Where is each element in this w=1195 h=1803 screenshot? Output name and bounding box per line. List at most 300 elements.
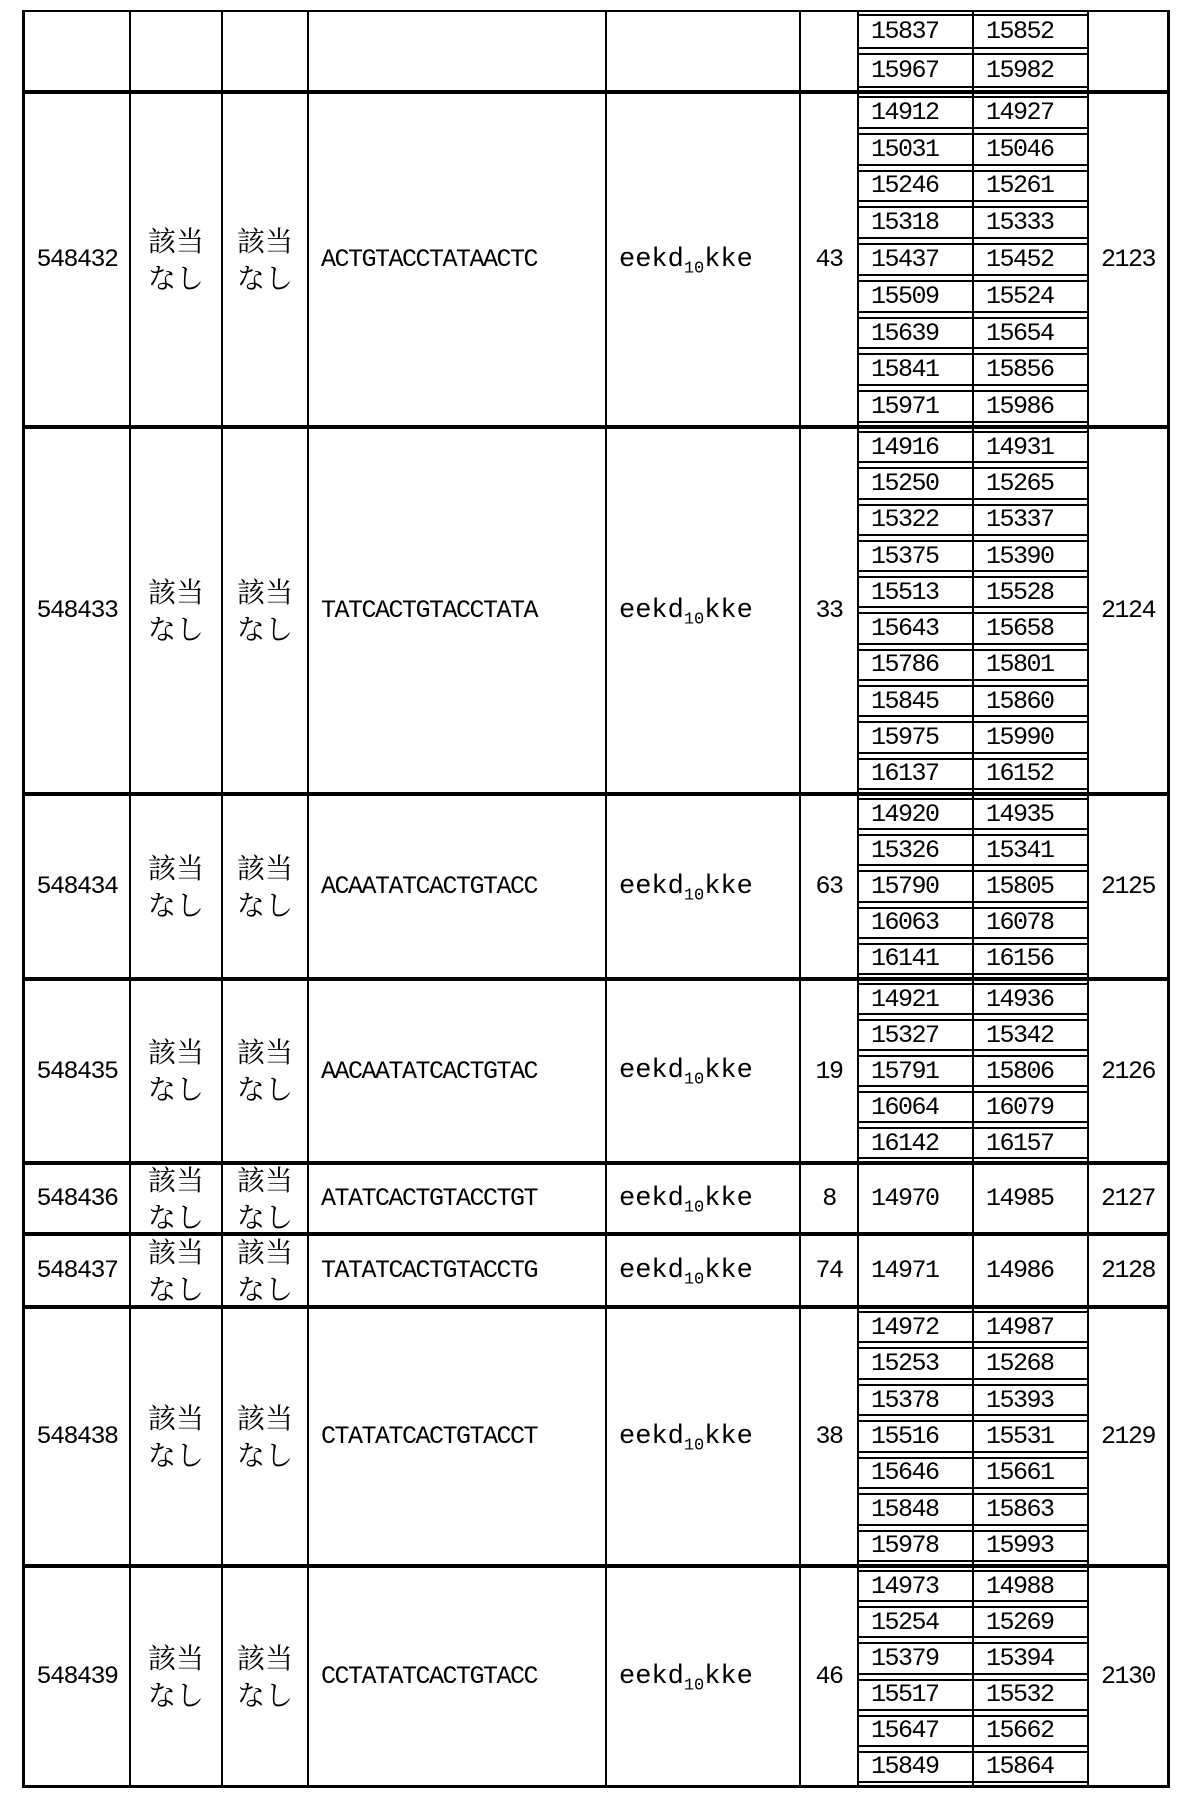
position-end-cell: [974, 98, 1087, 127]
position-end-cell: [974, 1129, 1087, 1157]
seq-ref-cell: [1089, 1568, 1167, 1785]
position-start-text: 15786: [871, 650, 939, 680]
row-id-cell: [25, 429, 131, 792]
position-end-text: 14935: [986, 800, 1054, 829]
position-end-cell: [974, 319, 1087, 348]
position-start-cell: [859, 760, 974, 788]
position-start-text: 15437: [871, 245, 939, 274]
count-text: 63: [815, 872, 843, 901]
sequence-text: TATCACTGTACCTATA: [321, 596, 538, 625]
position-end-text: 14986: [986, 1256, 1054, 1285]
position-end-cell: [974, 16, 1087, 47]
peptide-cell: [607, 1165, 801, 1232]
not-applicable-text: 該当なし: [236, 1036, 293, 1106]
count-cell: [801, 981, 859, 1161]
position-start-cell: [859, 433, 974, 461]
positions-cell: [859, 94, 1089, 425]
seq-ref-cell: [1089, 1236, 1167, 1305]
position-start-text: 15318: [871, 208, 939, 238]
sequence-cell: [309, 12, 607, 90]
position-start-cell: [859, 1717, 974, 1745]
not-applicable-cell-1: [131, 12, 223, 90]
position-end-text: 15333: [986, 208, 1054, 238]
position-start-cell: [859, 55, 974, 86]
position-start-cell: [859, 469, 974, 497]
column-divider-line: [972, 1165, 974, 1232]
position-start-cell: [859, 985, 974, 1013]
position-end-cell: [974, 1532, 1087, 1560]
positions-cell: [859, 12, 1089, 90]
not-applicable-cell-2: [223, 1568, 309, 1785]
not-applicable-text: 該当なし: [147, 1641, 204, 1712]
sequence-table: [22, 10, 1170, 1788]
table-row: [25, 1232, 1167, 1305]
count-text: 8: [822, 1184, 836, 1213]
peptide-cell: [607, 12, 801, 90]
position-start-text: 15849: [871, 1752, 939, 1782]
seq-ref-cell: [1089, 796, 1167, 977]
position-end-text: 15341: [986, 836, 1054, 865]
count-cell: [801, 12, 859, 90]
position-end-text: 15801: [986, 650, 1054, 680]
count-text: 19: [815, 1056, 843, 1086]
position-end-text: 16152: [986, 759, 1054, 788]
peptide-text: [619, 244, 753, 278]
position-end-text: 14987: [986, 1313, 1054, 1342]
position-end-cell: [974, 506, 1087, 534]
sequence-text: CTATATCACTGTACCT: [321, 1422, 538, 1451]
row-id-cell: [25, 12, 131, 90]
position-start-cell: [859, 1422, 974, 1450]
sequence-cell: [309, 1236, 607, 1305]
sequence-text: ATATCACTGTACCTGT: [321, 1184, 538, 1213]
column-divider-line: [972, 1309, 974, 1564]
sequence-text: AACAATATCACTGTAC: [321, 1056, 538, 1086]
table-row-continuation: [25, 12, 1167, 90]
row-id-text: 548435: [36, 1056, 118, 1086]
position-end-cell: [974, 1093, 1087, 1121]
table-row: [25, 1161, 1167, 1232]
position-end-cell: [974, 282, 1087, 311]
seq-ref-text: 2127: [1100, 1184, 1155, 1213]
position-start-text: 16142: [871, 1129, 939, 1157]
column-divider-line: [972, 12, 974, 90]
position-end-cell: [974, 542, 1087, 570]
column-divider-line: [972, 981, 974, 1161]
position-start-cell: [859, 245, 974, 274]
sequence-cell: [309, 429, 607, 792]
peptide-main: eekd: [619, 1056, 684, 1086]
position-end-cell: [974, 1572, 1087, 1600]
position-start-text: 14971: [871, 1256, 939, 1285]
peptide-text: [619, 595, 753, 629]
position-end-cell: [974, 1236, 1087, 1305]
position-end-cell: [974, 1057, 1087, 1085]
seq-ref-text: 2123: [1100, 245, 1155, 274]
row-id-text: 548437: [36, 1256, 118, 1285]
table-row: [25, 425, 1167, 792]
not-applicable-text: 該当なし: [236, 224, 293, 295]
seq-ref-text: 2128: [1100, 1256, 1155, 1285]
position-start-text: 15845: [871, 687, 939, 716]
position-end-text: 15658: [986, 614, 1054, 643]
position-end-text: 14988: [986, 1572, 1054, 1601]
sequence-cell: [309, 796, 607, 977]
position-start-cell: [859, 1644, 974, 1672]
position-start-cell: [859, 1386, 974, 1414]
peptide-text: [619, 1056, 753, 1090]
peptide-cell: [607, 94, 801, 425]
sequence-cell: [309, 1165, 607, 1232]
count-cell: [801, 94, 859, 425]
column-divider-line: [972, 429, 974, 792]
position-end-cell: [974, 1459, 1087, 1487]
position-end-cell: [974, 135, 1087, 164]
position-start-cell: [859, 319, 974, 348]
seq-ref-text: 2126: [1100, 1056, 1155, 1086]
position-start-cell: [859, 1572, 974, 1600]
position-start-text: 15513: [871, 578, 939, 607]
position-start-text: 16137: [871, 759, 939, 788]
peptide-subscript: 10: [683, 1269, 705, 1289]
position-end-cell: [974, 1313, 1087, 1341]
position-end-cell: [974, 1644, 1087, 1672]
position-start-text: 15971: [871, 392, 939, 422]
peptide-text: [619, 871, 753, 905]
count-text: 38: [815, 1422, 843, 1451]
peptide-tail: kke: [704, 1421, 753, 1452]
position-end-cell: [974, 1753, 1087, 1781]
peptide-main: eekd: [619, 1421, 684, 1452]
sequence-text: TATATCACTGTACCTG: [321, 1256, 538, 1285]
position-start-cell: [859, 1021, 974, 1049]
count-cell: [801, 1568, 859, 1785]
position-start-cell: [859, 506, 974, 534]
position-end-text: 14931: [986, 433, 1054, 462]
position-end-text: 14985: [986, 1184, 1054, 1213]
position-start-cell: [859, 1608, 974, 1636]
position-start-cell: [859, 172, 974, 201]
position-end-text: 15863: [986, 1495, 1054, 1524]
position-end-text: 16156: [986, 944, 1054, 974]
not-applicable-text: 該当なし: [236, 1236, 293, 1305]
position-start-text: 15975: [871, 723, 939, 752]
table-row: [25, 1305, 1167, 1564]
position-end-text: 15864: [986, 1752, 1054, 1782]
not-applicable-text: 該当なし: [147, 575, 204, 646]
seq-ref-cell: [1089, 981, 1167, 1161]
position-end-text: 14927: [986, 98, 1054, 127]
position-start-text: 16064: [871, 1093, 939, 1121]
sequence-cell: [309, 1309, 607, 1564]
position-start-cell: [859, 392, 974, 421]
position-end-text: 15269: [986, 1608, 1054, 1637]
position-start-cell: [859, 1129, 974, 1157]
not-applicable-cell-1: [131, 1309, 223, 1564]
position-end-cell: [974, 433, 1087, 461]
position-end-text: 15046: [986, 134, 1054, 164]
row-id-cell: [25, 94, 131, 425]
peptide-text: [619, 1183, 753, 1217]
peptide-cell: [607, 981, 801, 1161]
position-end-cell: [974, 909, 1087, 937]
count-text: 46: [815, 1662, 843, 1691]
positions-cell: [859, 796, 1089, 977]
column-divider-line: [972, 94, 974, 425]
position-start-text: 15967: [871, 56, 939, 85]
not-applicable-text: 該当なし: [236, 1165, 293, 1232]
position-start-text: 15326: [871, 836, 939, 865]
position-start-text: 15253: [871, 1349, 939, 1378]
position-end-text: 15532: [986, 1680, 1054, 1709]
position-start-cell: [859, 1349, 974, 1377]
column-divider-line: [972, 796, 974, 977]
row-id-text: 548436: [36, 1184, 118, 1213]
seq-ref-text: 2124: [1100, 596, 1155, 625]
column-divider-line: [972, 1568, 974, 1785]
position-start-cell: [859, 1057, 974, 1085]
position-end-cell: [974, 1021, 1087, 1049]
column-divider-line: [972, 1236, 974, 1305]
row-id-cell: [25, 1236, 131, 1305]
row-id-text: 548433: [36, 596, 118, 625]
position-start-cell: [859, 16, 974, 47]
position-start-cell: [859, 909, 974, 937]
position-end-cell: [974, 1349, 1087, 1377]
position-start-text: 15647: [871, 1716, 939, 1745]
peptide-cell: [607, 1236, 801, 1305]
seq-ref-cell: [1089, 429, 1167, 792]
peptide-subscript: 10: [683, 1435, 705, 1455]
position-end-cell: [974, 172, 1087, 201]
position-end-cell: [974, 872, 1087, 900]
position-start-cell: [859, 135, 974, 164]
peptide-subscript: 10: [683, 258, 705, 278]
peptide-tail: kke: [704, 1056, 753, 1086]
row-id-cell: [25, 981, 131, 1161]
count-text: 43: [815, 245, 843, 274]
position-start-cell: [859, 1753, 974, 1781]
position-end-cell: [974, 1386, 1087, 1414]
not-applicable-cell-1: [131, 429, 223, 792]
peptide-text: [619, 1421, 753, 1455]
peptide-cell: [607, 1309, 801, 1564]
position-start-cell: [859, 1459, 974, 1487]
position-start-text: 15646: [871, 1458, 939, 1488]
not-applicable-text: 該当なし: [236, 851, 293, 922]
position-end-cell: [974, 614, 1087, 642]
position-end-cell: [974, 687, 1087, 715]
row-id-text: 548434: [36, 872, 118, 901]
position-start-cell: [859, 614, 974, 642]
position-start-cell: [859, 1681, 974, 1709]
not-applicable-cell-2: [223, 12, 309, 90]
not-applicable-cell-2: [223, 1165, 309, 1232]
position-end-text: 15982: [986, 56, 1054, 85]
not-applicable-text: 該当なし: [147, 1401, 204, 1472]
position-start-text: 14916: [871, 433, 939, 462]
peptide-subscript: 10: [683, 609, 705, 629]
position-end-text: 15342: [986, 1021, 1054, 1049]
position-end-cell: [974, 760, 1087, 788]
position-end-text: 14936: [986, 985, 1054, 1013]
position-start-cell: [859, 1236, 974, 1305]
position-start-cell: [859, 872, 974, 900]
peptide-subscript: 10: [683, 885, 705, 905]
position-start-text: 15250: [871, 469, 939, 498]
position-start-cell: [859, 578, 974, 606]
not-applicable-cell-1: [131, 1236, 223, 1305]
seq-ref-text: 2125: [1100, 872, 1155, 901]
position-end-cell: [974, 1495, 1087, 1523]
position-start-text: 14921: [871, 985, 939, 1013]
position-end-text: 16078: [986, 908, 1054, 937]
sequence-cell: [309, 981, 607, 1161]
count-cell: [801, 1165, 859, 1232]
position-end-text: 15390: [986, 541, 1054, 571]
seq-ref-cell: [1089, 94, 1167, 425]
peptide-main: eekd: [619, 871, 684, 902]
position-end-text: 15662: [986, 1716, 1054, 1745]
position-end-text: 15337: [986, 505, 1054, 534]
position-start-text: 15517: [871, 1680, 939, 1709]
position-end-text: 15654: [986, 318, 1054, 348]
sequence-text: ACTGTACCTATAACTC: [321, 245, 538, 274]
peptide-text: [619, 1661, 753, 1695]
peptide-subscript: 10: [683, 1070, 705, 1090]
position-end-text: 15661: [986, 1458, 1054, 1488]
position-start-text: 15327: [871, 1021, 939, 1049]
position-end-cell: [974, 1717, 1087, 1745]
peptide-tail: kke: [704, 1255, 753, 1286]
position-end-cell: [974, 208, 1087, 237]
position-end-text: 15806: [986, 1057, 1054, 1085]
seq-ref-text: 2129: [1100, 1422, 1155, 1451]
position-end-cell: [974, 1681, 1087, 1709]
position-start-text: 15791: [871, 1057, 939, 1085]
position-start-text: 15322: [871, 505, 939, 534]
seq-ref-cell: [1089, 1165, 1167, 1232]
position-start-text: 15643: [871, 614, 939, 643]
position-start-text: 15509: [871, 281, 939, 311]
peptide-main: eekd: [619, 244, 684, 275]
sequence-cell: [309, 1568, 607, 1785]
position-start-cell: [859, 208, 974, 237]
row-id-text: 548438: [36, 1422, 118, 1451]
position-end-cell: [974, 800, 1087, 828]
not-applicable-text: 該当なし: [147, 1165, 204, 1232]
position-end-cell: [974, 578, 1087, 606]
position-end-text: 15452: [986, 245, 1054, 274]
position-start-text: 15379: [871, 1644, 939, 1673]
seq-ref-cell: [1089, 12, 1167, 90]
position-end-text: 15268: [986, 1349, 1054, 1378]
position-end-text: 15860: [986, 687, 1054, 716]
not-applicable-cell-1: [131, 1165, 223, 1232]
position-start-cell: [859, 1313, 974, 1341]
position-start-text: 15378: [871, 1385, 939, 1415]
peptide-main: eekd: [619, 1255, 684, 1286]
not-applicable-cell-2: [223, 1309, 309, 1564]
position-end-cell: [974, 945, 1087, 973]
position-end-cell: [974, 355, 1087, 384]
peptide-main: eekd: [619, 595, 684, 626]
position-start-text: 15246: [871, 171, 939, 201]
position-end-text: 15990: [986, 723, 1054, 752]
sequence-text: CCTATATCACTGTACC: [321, 1662, 538, 1691]
positions-cell: [859, 1165, 1089, 1232]
position-start-text: 15375: [871, 541, 939, 571]
row-id-cell: [25, 1165, 131, 1232]
position-start-text: 14912: [871, 98, 939, 127]
not-applicable-cell-2: [223, 981, 309, 1161]
positions-cell: [859, 981, 1089, 1161]
sequence-cell: [309, 94, 607, 425]
position-start-cell: [859, 800, 974, 828]
peptide-tail: kke: [704, 1661, 753, 1692]
row-id-text: 548439: [36, 1662, 118, 1691]
position-end-text: 16157: [986, 1129, 1054, 1157]
not-applicable-text: 該当なし: [147, 1236, 204, 1305]
positions-cell: [859, 429, 1089, 792]
position-end-text: 15265: [986, 469, 1054, 498]
position-end-cell: [974, 1608, 1087, 1636]
not-applicable-text: 該当なし: [147, 851, 204, 922]
position-end-cell: [974, 55, 1087, 86]
table-row: [25, 977, 1167, 1161]
row-id-text: 548432: [36, 245, 118, 274]
position-end-text: 15528: [986, 578, 1054, 607]
not-applicable-cell-1: [131, 94, 223, 425]
position-start-cell: [859, 687, 974, 715]
position-start-cell: [859, 1165, 974, 1232]
peptide-text: [619, 1255, 753, 1289]
seq-ref-text: 2130: [1100, 1662, 1155, 1691]
position-start-text: 15639: [871, 318, 939, 348]
position-start-text: 16063: [871, 908, 939, 937]
position-start-cell: [859, 651, 974, 679]
position-end-cell: [974, 985, 1087, 1013]
position-start-cell: [859, 1093, 974, 1121]
position-start-cell: [859, 836, 974, 864]
position-start-cell: [859, 98, 974, 127]
positions-cell: [859, 1236, 1089, 1305]
position-start-text: 15031: [871, 134, 939, 164]
count-cell: [801, 1236, 859, 1305]
peptide-main: eekd: [619, 1183, 684, 1214]
row-id-cell: [25, 1309, 131, 1564]
peptide-tail: kke: [704, 1183, 753, 1214]
count-text: 33: [815, 596, 843, 625]
position-start-cell: [859, 945, 974, 973]
count-text: 74: [815, 1256, 843, 1285]
position-start-text: 15254: [871, 1608, 939, 1637]
peptide-subscript: 10: [683, 1197, 705, 1217]
peptide-tail: kke: [704, 244, 753, 275]
position-start-text: 15516: [871, 1422, 939, 1451]
position-end-cell: [974, 1422, 1087, 1450]
peptide-subscript: 10: [683, 1675, 705, 1695]
position-end-cell: [974, 651, 1087, 679]
table-row: [25, 1564, 1167, 1785]
not-applicable-cell-2: [223, 1236, 309, 1305]
position-end-cell: [974, 723, 1087, 751]
positions-cell: [859, 1568, 1089, 1785]
count-cell: [801, 1309, 859, 1564]
not-applicable-cell-1: [131, 981, 223, 1161]
position-end-cell: [974, 245, 1087, 274]
peptide-cell: [607, 796, 801, 977]
